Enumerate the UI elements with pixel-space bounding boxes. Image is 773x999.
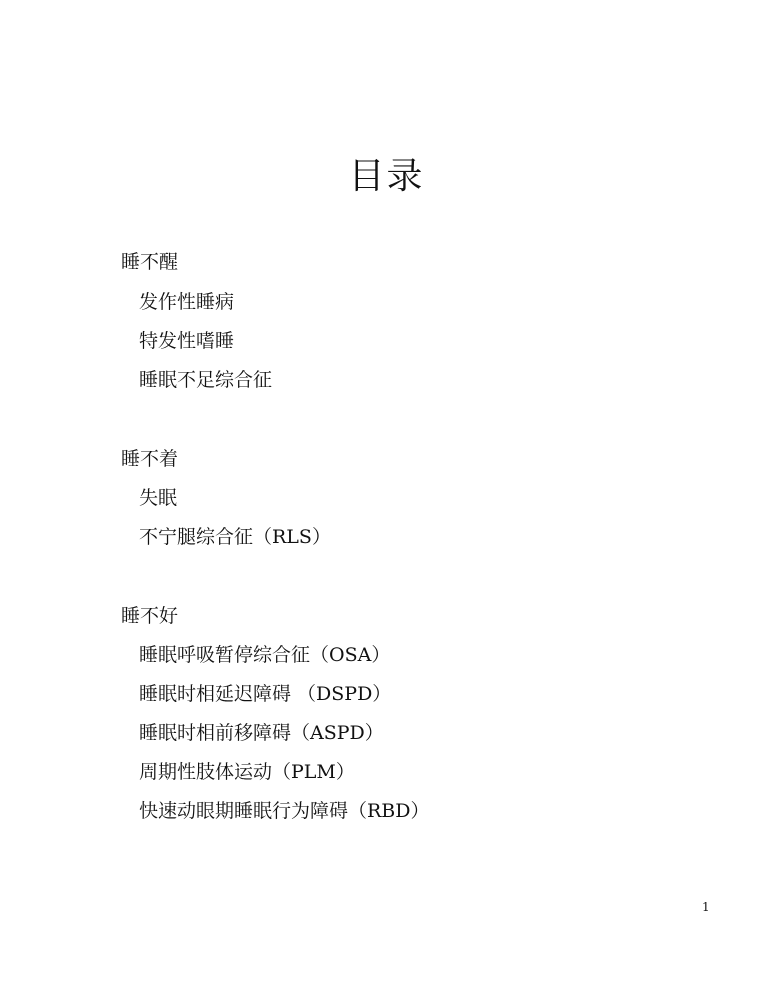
toc-item[interactable]: 发作性睡病 [139, 291, 235, 313]
toc-item[interactable]: 睡眠时相前移障碍（ASPD） [139, 722, 384, 744]
toc-item[interactable]: 周期性肢体运动（PLM） [139, 761, 355, 783]
toc-item[interactable]: 睡眠不足综合征 [139, 369, 273, 391]
toc-item[interactable]: 特发性嗜睡 [139, 330, 235, 352]
page-number: 1 [702, 900, 710, 914]
toc-heading-insomnia[interactable]: 睡不着 [121, 448, 179, 470]
toc-item[interactable]: 失眠 [139, 487, 178, 509]
toc-heading-sleepiness[interactable]: 睡不醒 [121, 251, 179, 273]
toc-item[interactable]: 睡眠时相延迟障碍 （DSPD） [139, 683, 392, 705]
toc-item[interactable]: 不宁腿综合征（RLS） [139, 526, 331, 548]
toc-heading-poor-sleep[interactable]: 睡不好 [121, 605, 179, 627]
page-title: 目录 [348, 156, 425, 197]
toc-item[interactable]: 睡眠呼吸暂停综合征（OSA） [139, 644, 391, 666]
toc-item[interactable]: 快速动眼期睡眠行为障碍（RBD） [139, 800, 430, 822]
